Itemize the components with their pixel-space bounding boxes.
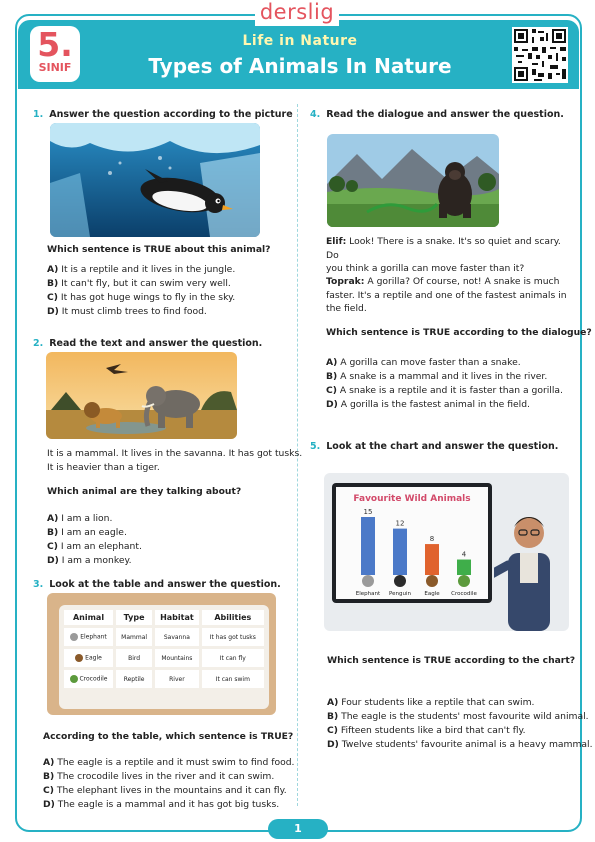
option-text: A snake is a mammal and it lives in the river. bbox=[340, 371, 548, 382]
question-3-heading bbox=[33, 579, 281, 590]
option-1b[interactable] bbox=[47, 278, 231, 289]
chart-bar-penguin bbox=[393, 529, 407, 575]
option-4c[interactable] bbox=[326, 385, 563, 396]
option-text: Four students like a reptile that can swim. bbox=[341, 697, 535, 708]
table-cell: Eagle bbox=[85, 654, 102, 662]
chart-value-label: 8 bbox=[429, 535, 435, 544]
option-letter: B) bbox=[327, 711, 339, 722]
question-2-text bbox=[47, 447, 302, 474]
question-1-heading bbox=[33, 109, 293, 120]
speaker-elif: Elif: bbox=[326, 236, 347, 247]
option-4a[interactable] bbox=[326, 357, 521, 368]
option-2b[interactable] bbox=[47, 527, 127, 538]
teacher-figure bbox=[494, 503, 564, 631]
option-letter: C) bbox=[47, 541, 58, 552]
table-row bbox=[64, 670, 264, 688]
question-5-prompt: Which sentence is TRUE according to the chart? bbox=[327, 655, 576, 666]
table-cell: It can swim bbox=[202, 670, 264, 688]
chart-image bbox=[324, 473, 569, 631]
chart-title: Favourite Wild Animals bbox=[353, 494, 471, 504]
table-cell: Savanna bbox=[155, 628, 198, 646]
option-letter: A) bbox=[47, 264, 59, 275]
question-2-prompt: Which animal are they talking about? bbox=[47, 486, 242, 497]
table-cell: River bbox=[155, 670, 198, 688]
option-text: Fifteen students like a bird that can't fly. bbox=[340, 725, 526, 736]
grade-number: 5. bbox=[37, 25, 73, 64]
option-text: I am an elephant. bbox=[60, 541, 142, 552]
question-5-heading-text: Look at the chart and answer the question. bbox=[326, 441, 559, 452]
option-text: A gorilla can move faster than a snake. bbox=[340, 357, 521, 368]
animal-table-image bbox=[47, 593, 276, 715]
question-2-text-line: It is heavier than a tiger. bbox=[47, 461, 160, 473]
question-1-heading-text: Answer the question according to the picture bbox=[49, 109, 293, 120]
option-5d[interactable] bbox=[327, 739, 593, 750]
page-title: Types of Animals In Nature bbox=[148, 54, 452, 78]
question-1-prompt: Which sentence is TRUE about this animal? bbox=[47, 244, 271, 255]
option-letter: D) bbox=[47, 555, 59, 566]
option-letter: D) bbox=[47, 306, 59, 317]
gorilla-image bbox=[327, 134, 499, 227]
table-cell: Crocodile bbox=[79, 675, 108, 683]
option-letter: B) bbox=[47, 278, 59, 289]
option-5a[interactable] bbox=[327, 697, 534, 708]
chart-value-label: 12 bbox=[395, 519, 405, 528]
grade-badge bbox=[30, 26, 80, 82]
dialogue-line: faster. It's a reptile and one of the fastest animals in bbox=[326, 289, 567, 301]
table-cell: It has got tusks bbox=[202, 628, 264, 646]
option-text: The elephant lives in the mountains and it can fly. bbox=[56, 785, 287, 796]
dialogue-line: the field. bbox=[326, 303, 367, 314]
animal-table bbox=[61, 607, 267, 691]
elephant-icon bbox=[362, 575, 374, 587]
eagle-icon bbox=[75, 654, 83, 662]
option-text: I am a lion. bbox=[61, 513, 113, 524]
table-cell: Reptile bbox=[116, 670, 152, 688]
option-1a[interactable] bbox=[47, 264, 235, 275]
chart-value-label: 4 bbox=[461, 550, 467, 559]
option-text: The eagle is a reptile and it must swim to find food. bbox=[57, 757, 295, 768]
option-letter: B) bbox=[47, 527, 59, 538]
chart-category-label: Penguin bbox=[389, 591, 411, 597]
savanna-image bbox=[46, 352, 237, 439]
question-1-number: 1. bbox=[33, 109, 44, 120]
crocodile-icon bbox=[458, 575, 470, 587]
option-letter: B) bbox=[326, 371, 338, 382]
option-2a[interactable] bbox=[47, 513, 112, 524]
option-5c[interactable] bbox=[327, 725, 526, 736]
question-4-prompt: Which sentence is TRUE according to the dialogue? bbox=[326, 327, 592, 338]
option-2d[interactable] bbox=[47, 555, 132, 566]
option-text: It is a reptile and it lives in the jungle. bbox=[61, 264, 236, 275]
option-3a[interactable] bbox=[43, 757, 294, 768]
question-3-heading-text: Look at the table and answer the question. bbox=[49, 579, 281, 590]
chart-category-label: Elephant bbox=[355, 591, 381, 597]
option-5b[interactable] bbox=[327, 711, 589, 722]
question-3-prompt: According to the table, which sentence is TRUE? bbox=[43, 731, 294, 742]
option-1c[interactable] bbox=[47, 292, 235, 303]
option-text: The eagle is a mammal and it has got big tusks. bbox=[57, 799, 280, 810]
option-text: I am an eagle. bbox=[61, 527, 127, 538]
dialogue-line: you think a gorilla can move faster than it? bbox=[326, 263, 525, 274]
table-header: Type bbox=[116, 610, 152, 625]
option-letter: D) bbox=[43, 799, 55, 810]
question-5-heading bbox=[310, 441, 558, 452]
table-header: Abilities bbox=[202, 610, 264, 625]
option-1d[interactable] bbox=[47, 306, 207, 317]
question-2-heading-text: Read the text and answer the question. bbox=[49, 338, 263, 349]
option-4d[interactable] bbox=[326, 399, 530, 410]
subject-title: Life in Nature bbox=[242, 33, 358, 49]
brand-logo[interactable]: derslig bbox=[255, 0, 339, 26]
option-text: It can't fly, but it can swim very well. bbox=[61, 278, 231, 289]
chart-value-label: 15 bbox=[363, 508, 373, 516]
table-row bbox=[64, 628, 264, 646]
table-cell: It can fly bbox=[202, 649, 264, 667]
option-text: A gorilla is the fastest animal in the field. bbox=[340, 399, 530, 410]
favourite-animals-chart bbox=[336, 487, 488, 599]
chart-category-label: Crocodile bbox=[451, 591, 477, 597]
option-letter: B) bbox=[43, 771, 55, 782]
eagle-icon bbox=[426, 575, 438, 587]
table-cell: Elephant bbox=[80, 633, 107, 641]
question-4-number: 4. bbox=[310, 109, 321, 120]
option-text: I am a monkey. bbox=[61, 555, 132, 566]
chart-bar-eagle bbox=[425, 544, 439, 575]
option-text: It has got huge wings to fly in the sky. bbox=[60, 292, 236, 303]
option-3b[interactable] bbox=[43, 771, 274, 782]
option-letter: A) bbox=[43, 757, 55, 768]
table-cell: Mammal bbox=[116, 628, 152, 646]
option-letter: C) bbox=[47, 292, 58, 303]
question-4-heading bbox=[310, 109, 564, 120]
grade-label: SINIF bbox=[38, 61, 72, 74]
option-3d[interactable] bbox=[43, 799, 279, 810]
screen-frame bbox=[332, 483, 492, 603]
elephant-icon bbox=[70, 633, 78, 641]
option-text: The eagle is the students' most favourite wild animal. bbox=[341, 711, 589, 722]
table-row bbox=[64, 649, 264, 667]
question-2-heading bbox=[33, 338, 262, 349]
option-3c[interactable] bbox=[43, 785, 287, 796]
question-2-number: 2. bbox=[33, 338, 44, 349]
table-cell: Mountains bbox=[155, 649, 198, 667]
option-letter: A) bbox=[47, 513, 59, 524]
option-text: Twelve students' favourite animal is a heavy mammal. bbox=[341, 739, 593, 750]
option-4b[interactable] bbox=[326, 371, 547, 382]
option-letter: A) bbox=[326, 357, 338, 368]
question-2-text-line: It is a mammal. It lives in the savanna. It has got tusks. bbox=[47, 448, 303, 459]
chart-bar-crocodile bbox=[457, 560, 471, 575]
question-4-heading-text: Read the dialogue and answer the question. bbox=[326, 109, 564, 120]
penguin-icon bbox=[394, 575, 406, 587]
option-text: It must climb trees to find food. bbox=[61, 306, 207, 317]
table-header: Animal bbox=[64, 610, 113, 625]
dialogue-elif bbox=[326, 235, 571, 276]
qr-code-icon[interactable] bbox=[512, 27, 568, 83]
option-letter: D) bbox=[326, 399, 338, 410]
crocodile-icon bbox=[70, 675, 78, 683]
option-letter: C) bbox=[327, 725, 338, 736]
option-letter: A) bbox=[327, 697, 339, 708]
option-text: The crocodile lives in the river and it can swim. bbox=[57, 771, 275, 782]
speaker-toprak: Toprak: bbox=[326, 276, 365, 287]
chart-bar-elephant bbox=[361, 517, 375, 575]
option-letter: C) bbox=[43, 785, 54, 796]
option-letter: D) bbox=[327, 739, 339, 750]
page-number: 1 bbox=[268, 819, 328, 839]
table-header: Habitat bbox=[155, 610, 198, 625]
option-text: A snake is a reptile and it is faster than a gorilla. bbox=[339, 385, 563, 396]
penguin-image bbox=[50, 123, 260, 237]
option-letter: C) bbox=[326, 385, 337, 396]
dialogue-line: A gorilla? Of course, not! A snake is much bbox=[367, 276, 560, 287]
dialogue-line: Look! There is a snake. It's so quiet and scary. Do bbox=[326, 236, 561, 261]
table-cell: Bird bbox=[116, 649, 152, 667]
option-2c[interactable] bbox=[47, 541, 142, 552]
question-5-number: 5. bbox=[310, 441, 321, 452]
dialogue-toprak bbox=[326, 275, 571, 316]
chart-category-label: Eagle bbox=[424, 591, 440, 597]
question-3-number: 3. bbox=[33, 579, 44, 590]
